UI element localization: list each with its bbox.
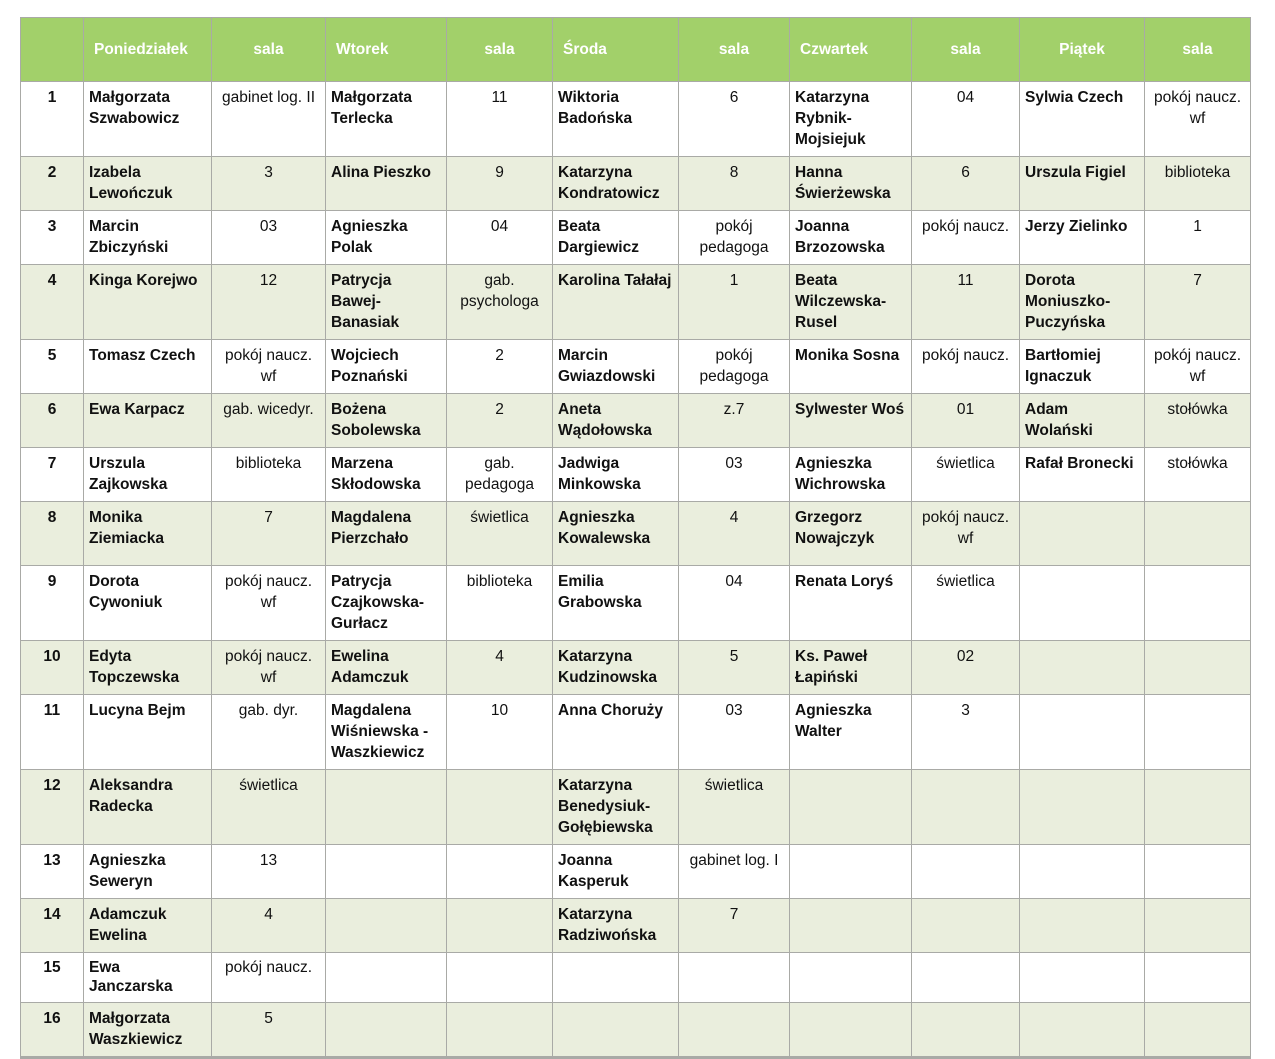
room-thursday	[912, 953, 1020, 1003]
room-monday: gab. wicedyr.	[212, 394, 326, 448]
teacher-name-tuesday: Agnieszka Polak	[326, 211, 447, 265]
table-row	[21, 82, 1251, 157]
teacher-name-thursday	[790, 1003, 912, 1058]
room-monday: świetlica	[212, 770, 326, 845]
teacher-name-monday: Marcin Zbiczyński	[84, 211, 212, 265]
teacher-name-tuesday: Małgorzata Terlecka	[326, 82, 447, 157]
teacher-name-thursday: Katarzyna Rybnik-Mojsiejuk	[790, 82, 912, 157]
room-monday: 13	[212, 845, 326, 899]
room-friday	[1145, 566, 1251, 641]
room-wednesday: pokój pedagoga	[679, 211, 790, 265]
room-friday: 1	[1145, 211, 1251, 265]
row-number: 10	[21, 641, 84, 695]
room-friday: 7	[1145, 265, 1251, 340]
room-friday	[1145, 695, 1251, 770]
teacher-name-tuesday	[326, 770, 447, 845]
room-thursday: 6	[912, 157, 1020, 211]
teacher-name-tuesday: Patrycja Bawej-Banasiak	[326, 265, 447, 340]
teacher-name-friday: Dorota Moniuszko-Puczyńska	[1020, 265, 1145, 340]
room-friday	[1145, 1003, 1251, 1058]
teacher-name-tuesday: Marzena Skłodowska	[326, 448, 447, 502]
room-thursday: pokój naucz.	[912, 211, 1020, 265]
teacher-name-tuesday	[326, 899, 447, 953]
room-monday: 3	[212, 157, 326, 211]
teacher-name-thursday: Agnieszka Walter	[790, 695, 912, 770]
room-wednesday: 6	[679, 82, 790, 157]
teacher-name-wednesday: Katarzyna Benedysiuk-Gołębiewska	[553, 770, 679, 845]
teacher-name-wednesday: Jadwiga Minkowska	[553, 448, 679, 502]
room-friday: stołówka	[1145, 394, 1251, 448]
room-tuesday	[447, 899, 553, 953]
teacher-name-monday: Aleksandra Radecka	[84, 770, 212, 845]
room-thursday: 01	[912, 394, 1020, 448]
header-day-monday: Poniedziałek	[84, 18, 212, 82]
table-row	[21, 770, 1251, 845]
teacher-name-monday: Adamczuk Ewelina	[84, 899, 212, 953]
room-wednesday	[679, 953, 790, 1003]
room-tuesday: 9	[447, 157, 553, 211]
room-thursday	[912, 770, 1020, 845]
room-thursday: 02	[912, 641, 1020, 695]
room-wednesday: 4	[679, 502, 790, 566]
room-tuesday: biblioteka	[447, 566, 553, 641]
room-monday: pokój naucz. wf	[212, 641, 326, 695]
teacher-name-friday	[1020, 953, 1145, 1003]
room-thursday	[912, 899, 1020, 953]
room-tuesday: 11	[447, 82, 553, 157]
room-wednesday: 04	[679, 566, 790, 641]
teacher-name-friday	[1020, 641, 1145, 695]
teacher-name-wednesday	[553, 1003, 679, 1058]
room-tuesday	[447, 845, 553, 899]
teacher-name-friday	[1020, 770, 1145, 845]
room-tuesday	[447, 953, 553, 1003]
row-number: 9	[21, 566, 84, 641]
room-tuesday: 2	[447, 340, 553, 394]
header-row	[21, 18, 1251, 82]
teacher-name-tuesday: Magdalena Pierzchało	[326, 502, 447, 566]
teacher-name-friday: Urszula Figiel	[1020, 157, 1145, 211]
room-friday: pokój naucz. wf	[1145, 340, 1251, 394]
header-day-wednesday: Środa	[553, 18, 679, 82]
room-thursday: świetlica	[912, 448, 1020, 502]
teacher-name-tuesday	[326, 1003, 447, 1058]
room-tuesday: 2	[447, 394, 553, 448]
teacher-name-wednesday: Wiktoria Badońska	[553, 82, 679, 157]
room-thursday: 3	[912, 695, 1020, 770]
table-row	[21, 394, 1251, 448]
row-number: 2	[21, 157, 84, 211]
teacher-name-wednesday: Joanna Kasperuk	[553, 845, 679, 899]
teacher-name-monday: Małgorzata Szwabowicz	[84, 82, 212, 157]
teacher-name-monday: Ewa Janczarska	[84, 953, 212, 1003]
room-wednesday: świetlica	[679, 770, 790, 845]
room-thursday	[912, 1003, 1020, 1058]
teacher-name-thursday: Grzegorz Nowajczyk	[790, 502, 912, 566]
teacher-name-tuesday: Alina Pieszko	[326, 157, 447, 211]
room-tuesday: 10	[447, 695, 553, 770]
table-row	[21, 265, 1251, 340]
room-tuesday	[447, 770, 553, 845]
teacher-name-tuesday	[326, 953, 447, 1003]
room-thursday	[912, 845, 1020, 899]
room-friday	[1145, 899, 1251, 953]
teacher-name-monday: Lucyna Bejm	[84, 695, 212, 770]
room-tuesday: 4	[447, 641, 553, 695]
room-thursday: pokój naucz.	[912, 340, 1020, 394]
room-wednesday: 5	[679, 641, 790, 695]
room-tuesday: świetlica	[447, 502, 553, 566]
teacher-name-wednesday	[553, 953, 679, 1003]
room-monday: gabinet log. II	[212, 82, 326, 157]
room-thursday: 04	[912, 82, 1020, 157]
room-friday: pokój naucz. wf	[1145, 82, 1251, 157]
room-monday: 03	[212, 211, 326, 265]
teacher-name-tuesday: Patrycja Czajkowska-Gurłacz	[326, 566, 447, 641]
room-monday: pokój naucz.	[212, 953, 326, 1003]
teacher-name-friday	[1020, 1003, 1145, 1058]
room-tuesday: gab. psychologa	[447, 265, 553, 340]
teacher-name-thursday: Renata Loryś	[790, 566, 912, 641]
teacher-name-tuesday: Wojciech Poznański	[326, 340, 447, 394]
teacher-name-friday: Adam Wolański	[1020, 394, 1145, 448]
teacher-name-tuesday	[326, 845, 447, 899]
room-wednesday: 1	[679, 265, 790, 340]
teacher-name-thursday: Agnieszka Wichrowska	[790, 448, 912, 502]
room-wednesday: pokój pedagoga	[679, 340, 790, 394]
table-row	[21, 448, 1251, 502]
room-monday: 12	[212, 265, 326, 340]
row-number: 11	[21, 695, 84, 770]
schedule-table	[20, 17, 1251, 1059]
teacher-name-friday	[1020, 502, 1145, 566]
teacher-name-wednesday: Beata Dargiewicz	[553, 211, 679, 265]
room-tuesday	[447, 1003, 553, 1058]
teacher-name-monday: Małgorzata Waszkiewicz	[84, 1003, 212, 1058]
table-row	[21, 211, 1251, 265]
room-thursday: 11	[912, 265, 1020, 340]
room-monday: gab. dyr.	[212, 695, 326, 770]
room-friday	[1145, 502, 1251, 566]
room-wednesday: z.7	[679, 394, 790, 448]
room-tuesday: gab. pedagoga	[447, 448, 553, 502]
teacher-name-monday: Kinga Korejwo	[84, 265, 212, 340]
room-monday: 7	[212, 502, 326, 566]
teacher-name-friday	[1020, 845, 1145, 899]
teacher-name-wednesday: Agnieszka Kowalewska	[553, 502, 679, 566]
header-room: sala	[447, 18, 553, 82]
teacher-name-wednesday: Emilia Grabowska	[553, 566, 679, 641]
room-wednesday: 8	[679, 157, 790, 211]
room-monday: biblioteka	[212, 448, 326, 502]
row-number: 1	[21, 82, 84, 157]
room-monday: pokój naucz. wf	[212, 566, 326, 641]
room-monday: pokój naucz. wf	[212, 340, 326, 394]
teacher-name-tuesday: Bożena Sobolewska	[326, 394, 447, 448]
teacher-name-monday: Ewa Karpacz	[84, 394, 212, 448]
teacher-name-friday	[1020, 695, 1145, 770]
header-day-tuesday: Wtorek	[326, 18, 447, 82]
room-monday: 5	[212, 1003, 326, 1058]
row-number: 16	[21, 1003, 84, 1058]
table-body	[21, 82, 1251, 1058]
teacher-name-thursday: Joanna Brzozowska	[790, 211, 912, 265]
teacher-name-wednesday: Karolina Tałałaj	[553, 265, 679, 340]
teacher-name-thursday: Hanna Świerżewska	[790, 157, 912, 211]
table-row	[21, 695, 1251, 770]
row-number: 14	[21, 899, 84, 953]
header-day-thursday: Czwartek	[790, 18, 912, 82]
teacher-name-monday: Urszula Zajkowska	[84, 448, 212, 502]
teacher-name-thursday: Monika Sosna	[790, 340, 912, 394]
table-row	[21, 502, 1251, 566]
room-thursday: świetlica	[912, 566, 1020, 641]
table-header	[21, 18, 1251, 82]
teacher-name-tuesday: Ewelina Adamczuk	[326, 641, 447, 695]
teacher-name-wednesday: Katarzyna Kudzinowska	[553, 641, 679, 695]
table-row	[21, 845, 1251, 899]
table-row	[21, 1003, 1251, 1058]
room-tuesday: 04	[447, 211, 553, 265]
room-friday	[1145, 770, 1251, 845]
room-monday: 4	[212, 899, 326, 953]
row-number: 7	[21, 448, 84, 502]
teacher-name-monday: Izabela Lewończuk	[84, 157, 212, 211]
teacher-name-thursday	[790, 845, 912, 899]
teacher-name-wednesday: Katarzyna Kondratowicz	[553, 157, 679, 211]
row-number: 15	[21, 953, 84, 1003]
row-number: 8	[21, 502, 84, 566]
teacher-name-tuesday: Magdalena Wiśniewska - Waszkiewicz	[326, 695, 447, 770]
room-friday: stołówka	[1145, 448, 1251, 502]
room-friday	[1145, 641, 1251, 695]
table-row	[21, 340, 1251, 394]
row-number: 5	[21, 340, 84, 394]
room-friday: biblioteka	[1145, 157, 1251, 211]
teacher-name-friday: Bartłomiej Ignaczuk	[1020, 340, 1145, 394]
teacher-name-wednesday: Marcin Gwiazdowski	[553, 340, 679, 394]
teacher-name-monday: Dorota Cywoniuk	[84, 566, 212, 641]
table-row	[21, 899, 1251, 953]
header-day-friday: Piątek	[1020, 18, 1145, 82]
room-wednesday: 03	[679, 695, 790, 770]
teacher-name-monday: Edyta Topczewska	[84, 641, 212, 695]
teacher-name-monday: Agnieszka Seweryn	[84, 845, 212, 899]
room-thursday: pokój naucz. wf	[912, 502, 1020, 566]
teacher-name-friday: Sylwia Czech	[1020, 82, 1145, 157]
teacher-name-thursday	[790, 899, 912, 953]
table-row	[21, 641, 1251, 695]
teacher-name-friday: Rafał Bronecki	[1020, 448, 1145, 502]
teacher-name-monday: Monika Ziemiacka	[84, 502, 212, 566]
teacher-name-thursday	[790, 953, 912, 1003]
room-wednesday: gabinet log. I	[679, 845, 790, 899]
header-room: sala	[1145, 18, 1251, 82]
header-number	[21, 18, 84, 82]
row-number: 3	[21, 211, 84, 265]
room-wednesday: 7	[679, 899, 790, 953]
row-number: 12	[21, 770, 84, 845]
row-number: 6	[21, 394, 84, 448]
teacher-name-wednesday: Aneta Wądołowska	[553, 394, 679, 448]
teacher-name-thursday: Beata Wilczewska-Rusel	[790, 265, 912, 340]
teacher-name-thursday: Ks. Paweł Łapiński	[790, 641, 912, 695]
room-friday	[1145, 845, 1251, 899]
header-room: sala	[679, 18, 790, 82]
teacher-name-friday: Jerzy Zielinko	[1020, 211, 1145, 265]
room-friday	[1145, 953, 1251, 1003]
room-wednesday	[679, 1003, 790, 1058]
header-room: sala	[212, 18, 326, 82]
teacher-name-friday	[1020, 566, 1145, 641]
table-row	[21, 566, 1251, 641]
room-wednesday: 03	[679, 448, 790, 502]
teacher-name-wednesday: Anna Choruży	[553, 695, 679, 770]
teacher-name-thursday	[790, 770, 912, 845]
table-row	[21, 953, 1251, 1003]
table-row	[21, 157, 1251, 211]
teacher-name-monday: Tomasz Czech	[84, 340, 212, 394]
header-room: sala	[912, 18, 1020, 82]
row-number: 13	[21, 845, 84, 899]
teacher-name-thursday: Sylwester Woś	[790, 394, 912, 448]
teacher-name-friday	[1020, 899, 1145, 953]
row-number: 4	[21, 265, 84, 340]
teacher-name-wednesday: Katarzyna Radziwońska	[553, 899, 679, 953]
